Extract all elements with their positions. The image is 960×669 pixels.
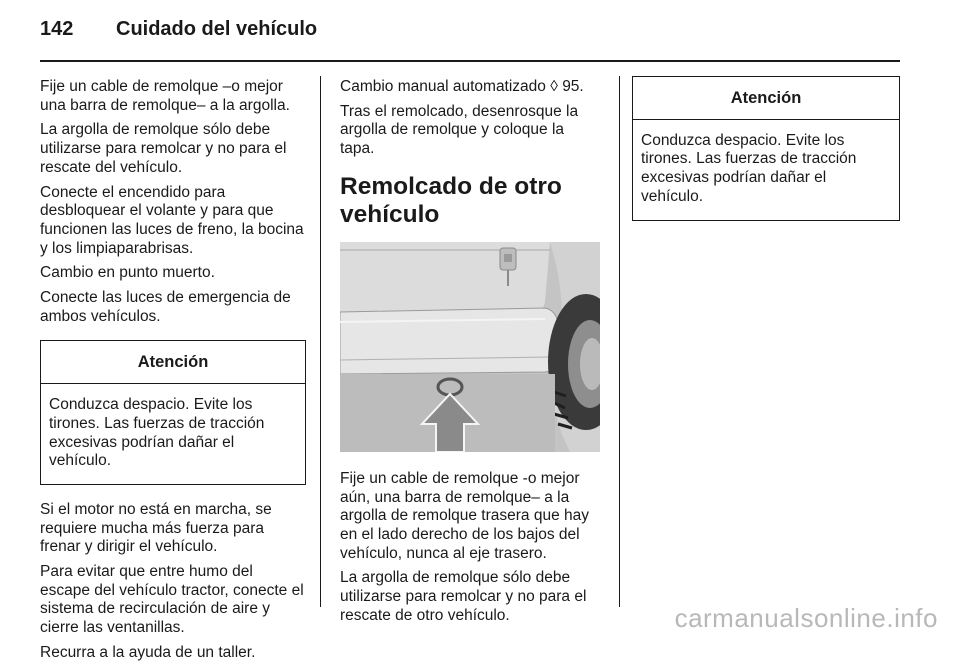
paragraph: Cambio manual automatizado ◊ 95. — [340, 78, 584, 95]
warning-text: Conduzca despacio. Evite los tirones. Las fuerzas de tracción excesivas podrían dañar el vehículo. — [641, 131, 857, 205]
column-divider-1 — [320, 76, 321, 607]
paragraph: Fije un cable de remolque -o mejor aún, una barra de remolque– a la argolla de remolque trasera que hay en el lado derecho de los bajos del vehículo, nunca al eje trasero. — [340, 469, 590, 562]
warning-title: Atención — [41, 341, 305, 384]
warning-title: Atención — [633, 77, 899, 120]
paragraph: Para evitar que entre humo del escape del vehículo tractor, conecte el sistema de recirculación de aire y cierre las ventanillas. — [40, 563, 304, 637]
paragraph: La argolla de remolque sólo debe utilizarse para remolcar y no para el rescate de otro vehículo. — [340, 569, 587, 624]
watermark-text: carmanualsonline.info — [674, 603, 938, 633]
paragraph: Recurra a la ayuda de un taller. — [40, 643, 256, 661]
warning-box — [40, 340, 306, 485]
page-number: 142 — [40, 18, 74, 40]
warning-box — [632, 76, 900, 221]
paragraph: Conecte las luces de emergencia de ambos vehículos. — [40, 289, 291, 325]
column-1 — [40, 78, 306, 669]
section-title: Cuidado del vehículo — [116, 18, 318, 40]
column-3 — [632, 76, 900, 237]
paragraph: Cambio en punto muerto. — [40, 264, 215, 282]
paragraph: Tras el remolcado, desenrosque la argolla de remolque y coloque la tapa. — [340, 102, 579, 158]
paragraph: Fije un cable de remolque –o mejor una barra de remolque– a la argolla. — [40, 78, 290, 114]
paragraph: La argolla de remolque sólo debe utilizarse para remolcar y no para el rescate del vehículo. — [40, 121, 287, 176]
vehicle-tow-eye-illustration — [340, 242, 600, 452]
column-divider-2 — [619, 76, 620, 607]
paragraph: Conecte el encendido para desbloquear el volante y para que funcionen las luces de freno, la bocina y los limpiaparabrisas. — [40, 183, 304, 257]
paragraph: Si el motor no está en marcha, se requiere mucha más fuerza para frenar y dirigir el vehículo. — [40, 500, 272, 556]
warning-text: Conduzca despacio. Evite los tirones. Las fuerzas de tracción excesivas podrían dañar el vehículo. — [49, 396, 265, 470]
header-rule — [40, 60, 900, 62]
vehicle-underside-image — [340, 242, 600, 452]
section-heading: Remolcado de otro vehículo — [340, 172, 562, 228]
column-2 — [340, 78, 602, 631]
